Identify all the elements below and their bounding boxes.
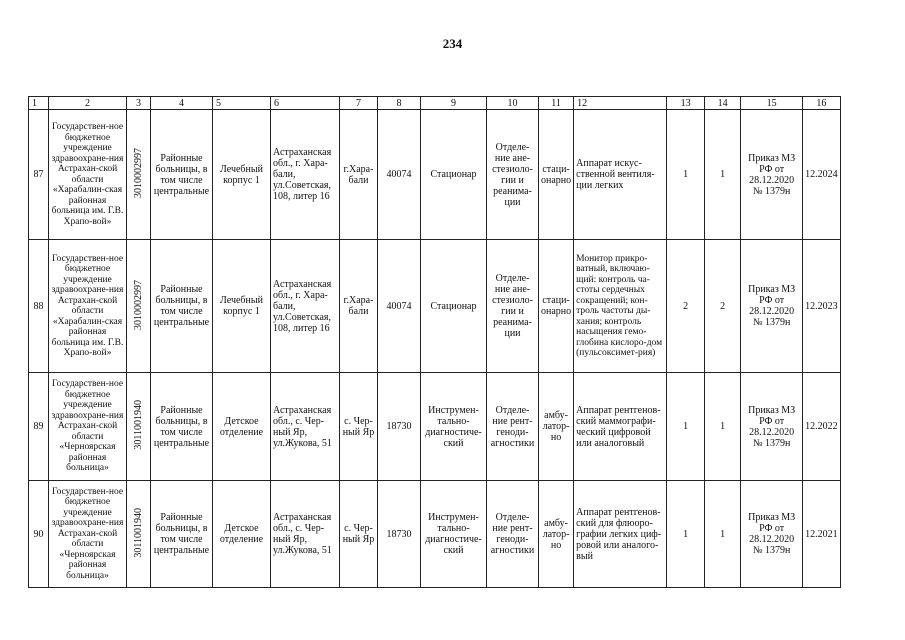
header-cell: 15 [741, 97, 803, 110]
locality: г.Хара-бали [340, 240, 378, 373]
organization-name: Государствен-ное бюджетное учреждение здравоохране-ния Астрахан-ской области «Черноярская районная больница» [49, 481, 127, 588]
quantity-required: 1 [667, 481, 705, 588]
locality-code: 18730 [378, 373, 421, 481]
locality: г.Хара-бали [340, 110, 378, 240]
department: Отделе-ние ане-стезиоло-гии и реанима-ции [487, 240, 539, 373]
row-number: 88 [29, 240, 49, 373]
quantity-required: 2 [667, 240, 705, 373]
org-code: 3010002997 [127, 240, 151, 373]
page-number: 234 [442, 36, 463, 51]
due-date: 12.2022 [803, 373, 841, 481]
regulation-order: Приказ МЗ РФ от 28.12.2020 № 1379н [741, 373, 803, 481]
locality: с. Чер-ный Яр [340, 373, 378, 481]
header-cell: 5 [213, 97, 271, 110]
quantity-planned: 1 [705, 110, 741, 240]
department: Отделе-ние рент-геноди-агностики [487, 481, 539, 588]
department: Отделе-ние ане-стезиоло-гии и реанима-ции [487, 110, 539, 240]
regulation-order: Приказ МЗ РФ от 28.12.2020 № 1379н [741, 240, 803, 373]
address: Астраханская обл., г. Хара-бали, ул.Советская, 108, литер 16 [271, 110, 340, 240]
table-row [29, 481, 841, 588]
address: Астраханская обл., г. Хара-бали, ул.Советская, 108, литер 16 [271, 240, 340, 373]
header-cell: 8 [378, 97, 421, 110]
care-condition: Инструмен-тально-диагностиче-ский [421, 373, 487, 481]
header-cell: 2 [49, 97, 127, 110]
table-row [29, 240, 841, 373]
organization-name: Государствен-ное бюджетное учреждение здравоохране-ния Астрахан-ской области «Харабалин-ская районная больница им. Г.В. Храпо-вой» [49, 110, 127, 240]
locality: с. Чер-ный Яр [340, 481, 378, 588]
care-condition: Стационар [421, 110, 487, 240]
header-cell: 14 [705, 97, 741, 110]
header-cell: 4 [151, 97, 213, 110]
due-date: 12.2021 [803, 481, 841, 588]
facility-type: Районные больницы, в том числе центральные [151, 481, 213, 588]
due-date: 12.2023 [803, 240, 841, 373]
organization-name: Государствен-ное бюджетное учреждение здравоохране-ния Астрахан-ской области «Черноярская районная больница» [49, 373, 127, 481]
table-row [29, 373, 841, 481]
header-cell: 12 [574, 97, 667, 110]
locality-code: 40074 [378, 110, 421, 240]
header-row [29, 97, 841, 110]
care-condition: Инструмен-тально-диагностиче-ский [421, 481, 487, 588]
org-code: 3011001940 [127, 481, 151, 588]
unit-name: Лечебный корпус 1 [213, 110, 271, 240]
facility-type: Районные больницы, в том числе центральные [151, 110, 213, 240]
care-condition: Стационар [421, 240, 487, 373]
quantity-planned: 1 [705, 481, 741, 588]
quantity-required: 1 [667, 110, 705, 240]
table-row [29, 110, 841, 240]
regulation-order: Приказ МЗ РФ от 28.12.2020 № 1379н [741, 110, 803, 240]
facility-type: Районные больницы, в том числе центральные [151, 240, 213, 373]
quantity-required: 1 [667, 373, 705, 481]
care-form: амбу-латор-но [539, 373, 574, 481]
equipment-name: Аппарат искус-ственной вентиля-ции легких [574, 110, 667, 240]
row-number: 90 [29, 481, 49, 588]
header-cell: 16 [803, 97, 841, 110]
care-form: стаци-онарно [539, 240, 574, 373]
header-cell: 7 [340, 97, 378, 110]
equipment-name: Аппарат рентгенов-ский маммографи-ческий цифровой или аналоговый [574, 373, 667, 481]
department: Отделе-ние рент-геноди-агностики [487, 373, 539, 481]
unit-name: Детское отделение [213, 481, 271, 588]
facility-type: Районные больницы, в том числе центральные [151, 373, 213, 481]
org-code: 3011001940 [127, 373, 151, 481]
header-cell: 11 [539, 97, 574, 110]
care-form: стаци-онарно [539, 110, 574, 240]
unit-name: Детское отделение [213, 373, 271, 481]
due-date: 12.2024 [803, 110, 841, 240]
header-cell: 10 [487, 97, 539, 110]
header-cell: 9 [421, 97, 487, 110]
header-cell: 6 [271, 97, 340, 110]
header-cell: 1 [29, 97, 49, 110]
equipment-name: Аппарат рентгенов-ский для флюоро-графии легких циф-ровой или аналого-вый [574, 481, 667, 588]
row-number: 87 [29, 110, 49, 240]
locality-code: 18730 [378, 481, 421, 588]
row-number: 89 [29, 373, 49, 481]
organization-name: Государствен-ное бюджетное учреждение здравоохране-ния Астрахан-ской области «Харабалин-ская районная больница им. Г.В. Храпо-вой» [49, 240, 127, 373]
quantity-planned: 2 [705, 240, 741, 373]
org-code: 3010002997 [127, 110, 151, 240]
locality-code: 40074 [378, 240, 421, 373]
address: Астраханская обл., с. Чер-ный Яр, ул.Жукова, 51 [271, 373, 340, 481]
care-form: амбу-латор-но [539, 481, 574, 588]
equipment-name: Монитор прикро-ватный, включаю-щий: контроль ча-стоты сердечных сокращений; кон-троль частоты ды-хания; контроль насыщения гемо-глобина кислоро-дом (пульсоксимет-рия) [574, 240, 667, 373]
header-cell: 13 [667, 97, 705, 110]
quantity-planned: 1 [705, 373, 741, 481]
address: Астраханская обл., с. Чер-ный Яр, ул.Жукова, 51 [271, 481, 340, 588]
header-cell: 3 [127, 97, 151, 110]
unit-name: Лечебный корпус 1 [213, 240, 271, 373]
regulation-order: Приказ МЗ РФ от 28.12.2020 № 1379н [741, 481, 803, 588]
equipment-table [28, 96, 841, 588]
